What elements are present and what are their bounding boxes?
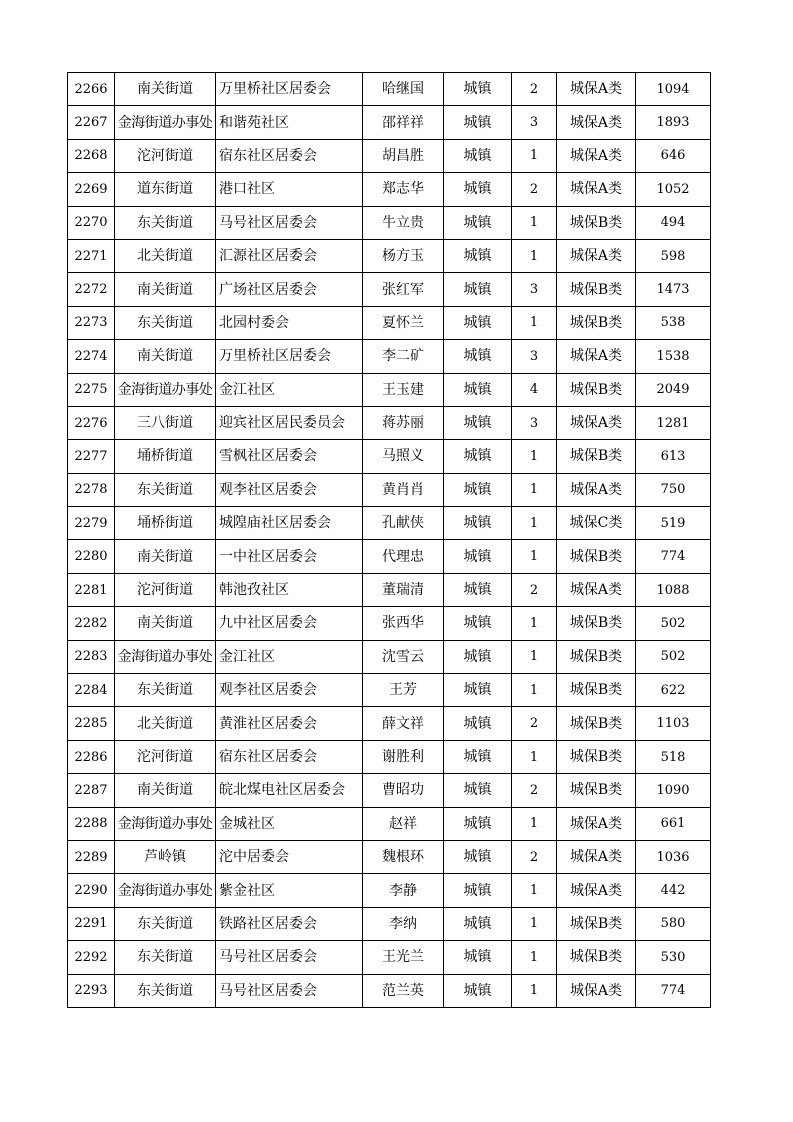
person-name-cell: 夏怀兰: [363, 306, 444, 339]
amount-cell: 1538: [636, 340, 711, 373]
table-row: [68, 907, 711, 940]
member-count-cell: 1: [512, 640, 557, 673]
community-cell: 观李社区居委会: [216, 674, 363, 707]
table-row: [68, 607, 711, 640]
record-id-cell: 2286: [68, 740, 115, 773]
member-count-cell: 1: [512, 206, 557, 239]
record-id-cell: 2268: [68, 139, 115, 172]
member-count-cell: 1: [512, 507, 557, 540]
area-type-cell: 城镇: [444, 507, 512, 540]
category-cell: 城保B类: [557, 540, 636, 573]
community-cell: 金江社区: [216, 373, 363, 406]
street-cell: 南关街道: [115, 540, 216, 573]
table-row: [68, 941, 711, 974]
category-cell: 城保A类: [557, 139, 636, 172]
record-id-cell: 2275: [68, 373, 115, 406]
category-cell: 城保B类: [557, 740, 636, 773]
area-type-cell: 城镇: [444, 406, 512, 439]
record-id-cell: 2292: [68, 941, 115, 974]
table-row: [68, 573, 711, 606]
member-count-cell: 1: [512, 674, 557, 707]
category-cell: 城保B类: [557, 907, 636, 940]
community-cell: 汇源社区居委会: [216, 239, 363, 272]
table-row: [68, 406, 711, 439]
community-cell: 北园村委会: [216, 306, 363, 339]
person-name-cell: 王光兰: [363, 941, 444, 974]
category-cell: 城保C类: [557, 507, 636, 540]
member-count-cell: 2: [512, 707, 557, 740]
table-row: [68, 306, 711, 339]
community-cell: 宿东社区居委会: [216, 139, 363, 172]
record-id-cell: 2279: [68, 507, 115, 540]
record-id-cell: 2273: [68, 306, 115, 339]
member-count-cell: 1: [512, 607, 557, 640]
category-cell: 城保B类: [557, 941, 636, 974]
member-count-cell: 2: [512, 573, 557, 606]
table-row: [68, 507, 711, 540]
category-cell: 城保B类: [557, 607, 636, 640]
community-cell: 宿东社区居委会: [216, 740, 363, 773]
data-sheet: [67, 72, 711, 1008]
amount-cell: 750: [636, 473, 711, 506]
community-cell: 城隍庙社区居委会: [216, 507, 363, 540]
record-id-cell: 2281: [68, 573, 115, 606]
area-type-cell: 城镇: [444, 707, 512, 740]
category-cell: 城保A类: [557, 874, 636, 907]
amount-cell: 1103: [636, 707, 711, 740]
community-cell: 马号社区居委会: [216, 941, 363, 974]
person-name-cell: 王芳: [363, 674, 444, 707]
street-cell: 金海街道办事处: [115, 373, 216, 406]
amount-cell: 774: [636, 974, 711, 1007]
table-row: [68, 273, 711, 306]
street-cell: 东关街道: [115, 674, 216, 707]
category-cell: 城保A类: [557, 840, 636, 873]
table-row: [68, 173, 711, 206]
community-cell: 紫金社区: [216, 874, 363, 907]
person-name-cell: 蒋苏丽: [363, 406, 444, 439]
amount-cell: 518: [636, 740, 711, 773]
street-cell: 埇桥街道: [115, 440, 216, 473]
person-name-cell: 范兰英: [363, 974, 444, 1007]
amount-cell: 1088: [636, 573, 711, 606]
amount-cell: 774: [636, 540, 711, 573]
community-cell: 和谐苑社区: [216, 106, 363, 139]
person-name-cell: 杨方玉: [363, 239, 444, 272]
street-cell: 东关街道: [115, 306, 216, 339]
street-cell: 北关街道: [115, 707, 216, 740]
area-type-cell: 城镇: [444, 974, 512, 1007]
area-type-cell: 城镇: [444, 941, 512, 974]
amount-cell: 1281: [636, 406, 711, 439]
area-type-cell: 城镇: [444, 640, 512, 673]
record-id-cell: 2278: [68, 473, 115, 506]
person-name-cell: 张西华: [363, 607, 444, 640]
person-name-cell: 薛文祥: [363, 707, 444, 740]
area-type-cell: 城镇: [444, 273, 512, 306]
category-cell: 城保B类: [557, 206, 636, 239]
person-name-cell: 谢胜利: [363, 740, 444, 773]
street-cell: 埇桥街道: [115, 507, 216, 540]
member-count-cell: 1: [512, 306, 557, 339]
area-type-cell: 城镇: [444, 540, 512, 573]
street-cell: 东关街道: [115, 473, 216, 506]
area-type-cell: 城镇: [444, 807, 512, 840]
table-row: [68, 239, 711, 272]
person-name-cell: 哈继国: [363, 73, 444, 106]
area-type-cell: 城镇: [444, 73, 512, 106]
amount-cell: 494: [636, 206, 711, 239]
member-count-cell: 1: [512, 540, 557, 573]
table-row: [68, 874, 711, 907]
amount-cell: 442: [636, 874, 711, 907]
area-type-cell: 城镇: [444, 340, 512, 373]
table-row: [68, 840, 711, 873]
table-row: [68, 340, 711, 373]
area-type-cell: 城镇: [444, 907, 512, 940]
record-id-cell: 2267: [68, 106, 115, 139]
area-type-cell: 城镇: [444, 774, 512, 807]
record-id-cell: 2283: [68, 640, 115, 673]
amount-cell: 661: [636, 807, 711, 840]
category-cell: 城保B类: [557, 707, 636, 740]
street-cell: 金海街道办事处: [115, 640, 216, 673]
record-id-cell: 2266: [68, 73, 115, 106]
community-cell: 观李社区居委会: [216, 473, 363, 506]
street-cell: 东关街道: [115, 941, 216, 974]
table-row: [68, 640, 711, 673]
record-id-cell: 2272: [68, 273, 115, 306]
community-cell: 皖北煤电社区居委会: [216, 774, 363, 807]
community-cell: 韩池孜社区: [216, 573, 363, 606]
person-name-cell: 李二矿: [363, 340, 444, 373]
amount-cell: 502: [636, 607, 711, 640]
member-count-cell: 1: [512, 974, 557, 1007]
person-name-cell: 李静: [363, 874, 444, 907]
community-cell: 广场社区居委会: [216, 273, 363, 306]
member-count-cell: 2: [512, 774, 557, 807]
area-type-cell: 城镇: [444, 874, 512, 907]
table-row: [68, 473, 711, 506]
area-type-cell: 城镇: [444, 173, 512, 206]
member-count-cell: 1: [512, 239, 557, 272]
category-cell: 城保A类: [557, 73, 636, 106]
record-id-cell: 2293: [68, 974, 115, 1007]
amount-cell: 538: [636, 306, 711, 339]
community-cell: 马号社区居委会: [216, 206, 363, 239]
street-cell: 东关街道: [115, 974, 216, 1007]
street-cell: 沱河街道: [115, 740, 216, 773]
category-cell: 城保B类: [557, 774, 636, 807]
amount-cell: 613: [636, 440, 711, 473]
amount-cell: 646: [636, 139, 711, 172]
category-cell: 城保A类: [557, 573, 636, 606]
community-cell: 雪枫社区居委会: [216, 440, 363, 473]
member-count-cell: 1: [512, 874, 557, 907]
records-table: [67, 72, 711, 1008]
community-cell: 迎宾社区居民委员会: [216, 406, 363, 439]
amount-cell: 502: [636, 640, 711, 673]
person-name-cell: 黄肖肖: [363, 473, 444, 506]
area-type-cell: 城镇: [444, 106, 512, 139]
area-type-cell: 城镇: [444, 607, 512, 640]
street-cell: 南关街道: [115, 340, 216, 373]
record-id-cell: 2284: [68, 674, 115, 707]
person-name-cell: 孔献侠: [363, 507, 444, 540]
record-id-cell: 2282: [68, 607, 115, 640]
category-cell: 城保A类: [557, 173, 636, 206]
amount-cell: 530: [636, 941, 711, 974]
area-type-cell: 城镇: [444, 206, 512, 239]
area-type-cell: 城镇: [444, 740, 512, 773]
record-id-cell: 2285: [68, 707, 115, 740]
community-cell: 马号社区居委会: [216, 974, 363, 1007]
member-count-cell: 1: [512, 807, 557, 840]
table-row: [68, 440, 711, 473]
record-id-cell: 2280: [68, 540, 115, 573]
table-row: [68, 73, 711, 106]
category-cell: 城保B类: [557, 306, 636, 339]
table-row: [68, 774, 711, 807]
amount-cell: 622: [636, 674, 711, 707]
table-row: [68, 206, 711, 239]
table-row: [68, 373, 711, 406]
member-count-cell: 3: [512, 406, 557, 439]
street-cell: 金海街道办事处: [115, 106, 216, 139]
person-name-cell: 张红军: [363, 273, 444, 306]
community-cell: 黄淮社区居委会: [216, 707, 363, 740]
record-id-cell: 2288: [68, 807, 115, 840]
street-cell: 金海街道办事处: [115, 874, 216, 907]
community-cell: 万里桥社区居委会: [216, 340, 363, 373]
category-cell: 城保B类: [557, 440, 636, 473]
category-cell: 城保A类: [557, 106, 636, 139]
member-count-cell: 1: [512, 907, 557, 940]
member-count-cell: 2: [512, 73, 557, 106]
person-name-cell: 邵祥祥: [363, 106, 444, 139]
community-cell: 港口社区: [216, 173, 363, 206]
community-cell: 铁路社区居委会: [216, 907, 363, 940]
amount-cell: 1473: [636, 273, 711, 306]
category-cell: 城保A类: [557, 340, 636, 373]
person-name-cell: 牛立贵: [363, 206, 444, 239]
table-row: [68, 707, 711, 740]
member-count-cell: 1: [512, 941, 557, 974]
record-id-cell: 2269: [68, 173, 115, 206]
person-name-cell: 胡昌胜: [363, 139, 444, 172]
member-count-cell: 1: [512, 440, 557, 473]
person-name-cell: 马照义: [363, 440, 444, 473]
member-count-cell: 3: [512, 106, 557, 139]
community-cell: 沱中居委会: [216, 840, 363, 873]
table-row: [68, 106, 711, 139]
street-cell: 芦岭镇: [115, 840, 216, 873]
street-cell: 南关街道: [115, 73, 216, 106]
record-id-cell: 2289: [68, 840, 115, 873]
record-id-cell: 2274: [68, 340, 115, 373]
area-type-cell: 城镇: [444, 840, 512, 873]
record-id-cell: 2270: [68, 206, 115, 239]
category-cell: 城保A类: [557, 473, 636, 506]
person-name-cell: 沈雪云: [363, 640, 444, 673]
community-cell: 万里桥社区居委会: [216, 73, 363, 106]
area-type-cell: 城镇: [444, 239, 512, 272]
community-cell: 九中社区居委会: [216, 607, 363, 640]
person-name-cell: 王玉建: [363, 373, 444, 406]
member-count-cell: 2: [512, 173, 557, 206]
category-cell: 城保A类: [557, 239, 636, 272]
amount-cell: 1052: [636, 173, 711, 206]
person-name-cell: 赵祥: [363, 807, 444, 840]
table-row: [68, 974, 711, 1007]
member-count-cell: 3: [512, 340, 557, 373]
table-row: [68, 139, 711, 172]
area-type-cell: 城镇: [444, 440, 512, 473]
street-cell: 道东街道: [115, 173, 216, 206]
person-name-cell: 郑志华: [363, 173, 444, 206]
record-id-cell: 2287: [68, 774, 115, 807]
member-count-cell: 1: [512, 740, 557, 773]
area-type-cell: 城镇: [444, 573, 512, 606]
amount-cell: 580: [636, 907, 711, 940]
person-name-cell: 代理忠: [363, 540, 444, 573]
amount-cell: 2049: [636, 373, 711, 406]
street-cell: 南关街道: [115, 273, 216, 306]
record-id-cell: 2290: [68, 874, 115, 907]
amount-cell: 1893: [636, 106, 711, 139]
amount-cell: 1036: [636, 840, 711, 873]
category-cell: 城保B类: [557, 640, 636, 673]
street-cell: 沱河街道: [115, 573, 216, 606]
area-type-cell: 城镇: [444, 373, 512, 406]
table-row: [68, 807, 711, 840]
street-cell: 东关街道: [115, 907, 216, 940]
person-name-cell: 董瑞清: [363, 573, 444, 606]
amount-cell: 519: [636, 507, 711, 540]
street-cell: 南关街道: [115, 607, 216, 640]
area-type-cell: 城镇: [444, 306, 512, 339]
area-type-cell: 城镇: [444, 139, 512, 172]
table-row: [68, 540, 711, 573]
area-type-cell: 城镇: [444, 674, 512, 707]
area-type-cell: 城镇: [444, 473, 512, 506]
person-name-cell: 曹昭功: [363, 774, 444, 807]
person-name-cell: 魏根环: [363, 840, 444, 873]
amount-cell: 1094: [636, 73, 711, 106]
table-row: [68, 674, 711, 707]
member-count-cell: 1: [512, 473, 557, 506]
community-cell: 一中社区居委会: [216, 540, 363, 573]
table-row: [68, 740, 711, 773]
street-cell: 三八街道: [115, 406, 216, 439]
category-cell: 城保B类: [557, 273, 636, 306]
member-count-cell: 1: [512, 139, 557, 172]
street-cell: 南关街道: [115, 774, 216, 807]
member-count-cell: 3: [512, 273, 557, 306]
community-cell: 金城社区: [216, 807, 363, 840]
category-cell: 城保A类: [557, 807, 636, 840]
street-cell: 北关街道: [115, 239, 216, 272]
category-cell: 城保B类: [557, 674, 636, 707]
table-body: [68, 73, 711, 1008]
community-cell: 金江社区: [216, 640, 363, 673]
street-cell: 东关街道: [115, 206, 216, 239]
record-id-cell: 2276: [68, 406, 115, 439]
record-id-cell: 2291: [68, 907, 115, 940]
person-name-cell: 李纳: [363, 907, 444, 940]
category-cell: 城保A类: [557, 974, 636, 1007]
street-cell: 金海街道办事处: [115, 807, 216, 840]
street-cell: 沱河街道: [115, 139, 216, 172]
member-count-cell: 2: [512, 840, 557, 873]
record-id-cell: 2271: [68, 239, 115, 272]
amount-cell: 598: [636, 239, 711, 272]
amount-cell: 1090: [636, 774, 711, 807]
record-id-cell: 2277: [68, 440, 115, 473]
member-count-cell: 4: [512, 373, 557, 406]
category-cell: 城保B类: [557, 373, 636, 406]
category-cell: 城保A类: [557, 406, 636, 439]
